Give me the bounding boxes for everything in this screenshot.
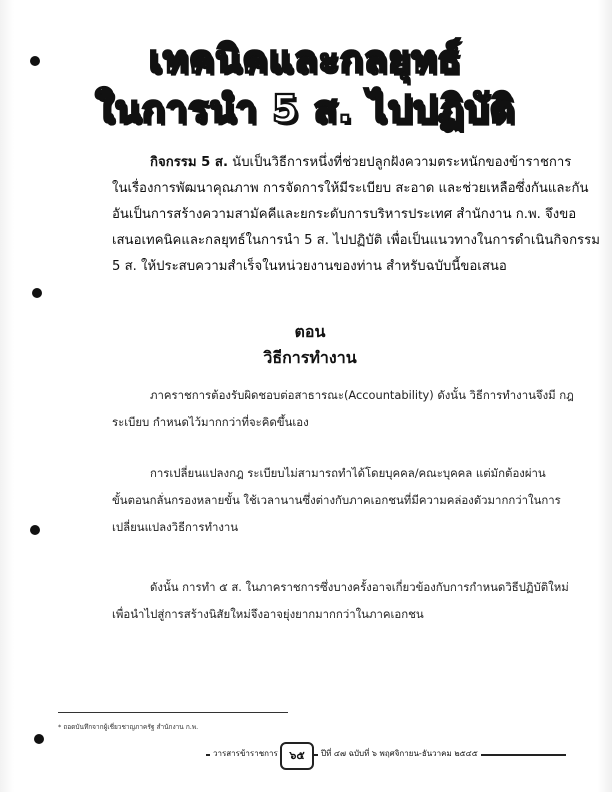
intro-line-1: นับเป็นวิธีการหนึ่งที่ช่วยปลูกฝังความตระหนักของข้าราชการ <box>227 155 572 170</box>
paragraph-2 <box>112 460 561 541</box>
intro-paragraph <box>112 150 600 280</box>
intro-line-4: เสนอเทคนิคและกลยุทธ์ในการนำ 5 ส. ไปปฏิบัติ เพื่อเป็นแนวทางในการดำเนินกิจกรรม <box>112 233 600 248</box>
bullet-icon <box>32 288 42 298</box>
intro-line-2: ในเรื่องการพัฒนาคุณภาพ การจัดการให้มีระเบียบ สะอาด และช่วยเหลือซึ่งกันและกัน <box>112 181 589 196</box>
bullet-icon <box>30 56 40 66</box>
paragraph-2-line-3: เปลี่ยนแปลงวิธีการทำงาน <box>112 520 239 534</box>
paragraph-3-line-1: ดังนั้น การทำ ๕ ส. ในภาคราชการซึ่งบางครั้งอาจเกี่ยวข้องกับการกำหนดวิธีปฏิบัติใหม่ <box>150 580 569 594</box>
paragraph-2-line-2: ขั้นตอนกลั่นกรองหลายขั้น ใช้เวลานานซึ่งต่างกับภาคเอกชนที่มีความคล่องตัวมากกว่าในการ <box>112 493 561 507</box>
issue-info: ปีที่ ๔๗ ฉบับที่ ๖ พฤศจิกายน-ธันวาคม ๒๕๔๕ <box>318 747 481 760</box>
paragraph-1-line-1: ภาคราชการต้องรับผิดชอบต่อสาธารณะ(Accountability) ดังนั้น วิธีการทำงานจึงมี กฎ <box>150 388 574 402</box>
intro-line-3: อันเป็นการสร้างความสามัคคีและยกระดับการบริหารประเทศ สำนักงาน ก.พ. จึงขอ <box>112 207 577 222</box>
intro-lead: กิจกรรม 5 ส. <box>150 155 228 170</box>
paragraph-1-line-2: ระเบียบ กำหนดไว้มากกว่าที่จะคิดขึ้นเอง <box>112 415 309 429</box>
section-subheading: วิธีการทำงาน <box>263 348 357 367</box>
paragraph-2-line-1: การเปลี่ยนแปลงกฎ ระเบียบไม่สามารถทำได้โดยบุคคล/คณะบุคคล แต่มักต้องผ่าน <box>150 466 546 480</box>
bullet-icon <box>30 525 40 535</box>
page-title-line-1: เทคนิคและกลยุทธ์ <box>148 37 462 81</box>
page-title-line-2: ในการนำ 5 ส. ไปปฏิบัติ <box>94 87 516 131</box>
page-number: ๖๕ <box>280 742 314 770</box>
footnote: * ถอดบันทึกจากผู้เชี่ยวชาญภาครัฐ สำนักงาน ก.พ. <box>58 723 199 731</box>
paragraph-3 <box>112 574 569 628</box>
bullet-icon <box>34 734 44 744</box>
journal-name: วารสารข้าราชการ <box>210 747 281 760</box>
paragraph-1 <box>112 382 574 436</box>
intro-line-5: 5 ส. ให้ประสบความสำเร็จในหน่วยงานของท่าน สำหรับฉบับนี้ขอเสนอ <box>112 259 507 274</box>
paragraph-3-line-2: เพื่อนำไปสู่การสร้างนิสัยใหม่จึงอาจยุ่งยากมากกว่าในภาคเอกชน <box>112 607 424 621</box>
page-footer <box>206 742 566 768</box>
section-heading: ตอน <box>294 322 326 341</box>
footnote-divider <box>58 712 288 713</box>
